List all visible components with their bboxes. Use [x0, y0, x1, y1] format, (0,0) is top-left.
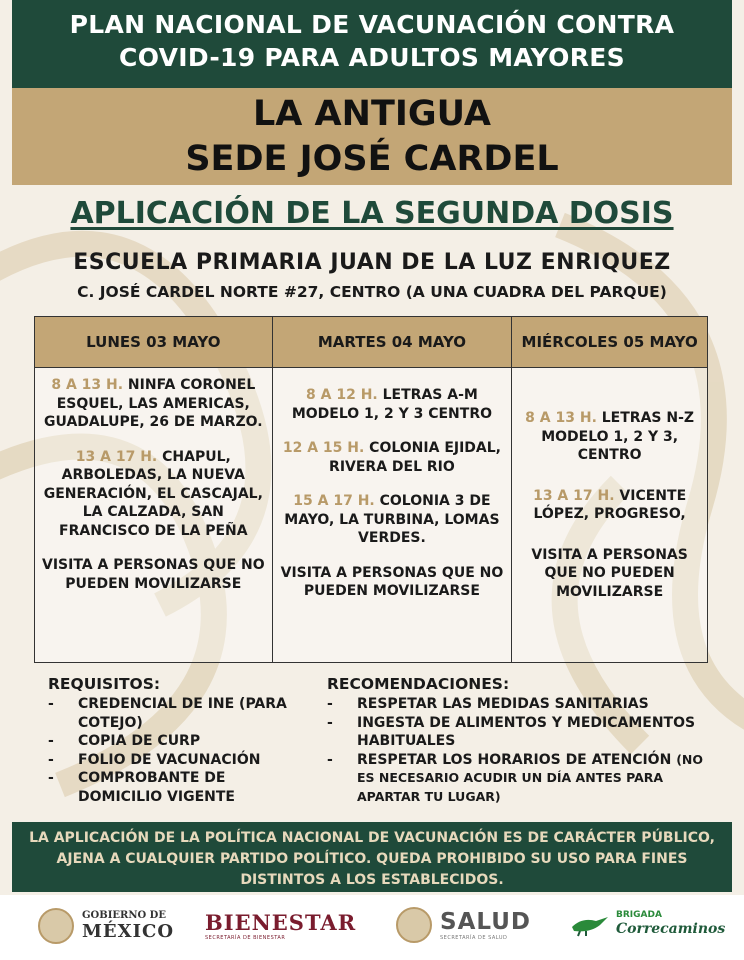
schedule-block — [41, 376, 266, 432]
campaign-title-line1: PLAN NACIONAL DE VACUNACIÓN CONTRA — [69, 10, 675, 39]
list-item — [48, 769, 308, 806]
list-item — [327, 695, 707, 714]
block-text: COLONIA 3 DE MAYO, LA TURBINA, LOMAS VERDES. — [284, 493, 500, 546]
dash-bullet: - — [327, 696, 333, 712]
bienestar-logo — [205, 911, 356, 941]
schedule-block — [41, 556, 266, 593]
dash-bullet: - — [327, 751, 333, 768]
schedule-block — [518, 409, 701, 465]
list-item — [327, 714, 707, 751]
time-range: 8 A 13 H. — [51, 377, 124, 393]
recommendation-text: RESPETAR LAS MEDIDAS SANITARIAS — [357, 696, 649, 712]
location-line1: LA ANTIGUA — [252, 94, 491, 134]
salud-logo — [396, 907, 531, 943]
dash-bullet: - — [48, 733, 54, 749]
venue-address: C. JOSÉ CARDEL NORTE #27, CENTRO (A UNA CUADRA DEL PARQUE) — [77, 283, 667, 301]
legal-disclaimer: LA APLICACIÓN DE LA POLÍTICA NACIONAL DE VACUNACIÓN ES DE CARÁCTER PÚBLICO, AJENA A CUALQUIER PARTIDO POLÍTICO. QUEDA PROHIBIDO SU USO PARA FINES DISTINTOS A LOS ESTABLECIDOS. — [12, 822, 732, 892]
schedule-block — [279, 386, 506, 423]
schedule-block — [279, 439, 506, 476]
requirement-text: CREDENCIAL DE INE (PARA COTEJO) — [78, 696, 287, 731]
brigada-logo — [570, 910, 725, 937]
eagle-seal-icon — [38, 908, 74, 944]
correcaminos-label: Correcaminos — [616, 921, 726, 937]
time-range: 8 A 13 H. — [525, 410, 597, 426]
list-item — [48, 695, 308, 732]
block-text: NINFA CORONEL ESQUEL, LAS AMERICAS, GUADALUPE, 26 DE MARZO. — [44, 377, 263, 430]
gobierno-label: GOBIERNO DE — [82, 910, 166, 921]
schedule-block — [518, 487, 701, 524]
requirements-section — [48, 675, 308, 806]
schedule-table — [34, 316, 708, 663]
gobierno-logo — [38, 908, 174, 944]
list-item — [327, 751, 707, 807]
logo-bar — [0, 895, 744, 960]
list-item — [48, 751, 308, 770]
salud-label: SALUD — [440, 909, 531, 935]
mexico-label: MÉXICO — [82, 921, 175, 942]
campaign-header — [12, 0, 732, 88]
recommendations-section — [327, 675, 707, 806]
recommendation-text: INGESTA DE ALIMENTOS Y MEDICAMENTOS HABITUALES — [357, 714, 696, 749]
requirements-heading: REQUISITOS: — [48, 675, 161, 693]
wednesday-cell — [512, 368, 708, 663]
dash-bullet: - — [48, 696, 54, 712]
block-text: VISITA A PERSONAS QUE NO PUEDEN MOVILIZARSE — [41, 557, 265, 592]
block-text: COLONIA EJIDAL, RIVERA DEL RIO — [329, 440, 501, 475]
recommendation-text: RESPETAR LOS HORARIOS DE ATENCIÓN — [357, 751, 672, 768]
time-range: 13 A 17 H. — [75, 448, 158, 465]
eagle-seal-icon — [396, 907, 432, 943]
campaign-title-line2: COVID-19 PARA ADULTOS MAYORES — [119, 43, 625, 72]
dash-bullet: - — [327, 714, 333, 731]
day-header-tuesday: MARTES 04 MAYO — [272, 317, 512, 368]
block-text: LETRAS A-M MODELO 1, 2 Y 3 CENTRO — [291, 387, 493, 422]
bienestar-sublabel: SECRETARÍA DE BIENESTAR — [205, 935, 286, 941]
recommendation-note: (NO ES NECESARIO ACUDIR UN DÍA ANTES PARA APARTAR TU LUGAR) — [357, 751, 703, 804]
venue-name: ESCUELA PRIMARIA JUAN DE LA LUZ ENRIQUEZ — [73, 250, 671, 275]
list-item — [48, 732, 308, 751]
brigada-label: BRIGADA — [616, 910, 662, 920]
time-range: 12 A 15 H. — [282, 440, 365, 456]
location-banner — [12, 88, 732, 185]
requirement-text: COPIA DE CURP — [78, 733, 201, 749]
monday-cell — [35, 368, 273, 663]
requirement-text: FOLIO DE VACUNACIÓN — [78, 751, 261, 768]
roadrunner-icon — [570, 911, 610, 937]
schedule-block — [279, 564, 506, 601]
time-range: 8 A 12 H. — [306, 387, 378, 403]
block-text: VISITA A PERSONAS QUE NO PUEDEN MOVILIZARSE — [531, 546, 688, 600]
schedule-block — [279, 492, 506, 548]
tuesday-cell — [272, 368, 512, 663]
block-text: VISITA A PERSONAS QUE NO PUEDEN MOVILIZARSE — [280, 564, 504, 599]
time-range: 13 A 17 H. — [533, 487, 615, 504]
block-text: CHAPUL, ARBOLEDAS, LA NUEVA GENERACIÓN, EL CASCAJAL, LA CALZADA, SAN FRANCISCO DE LA PEÑA — [43, 448, 263, 539]
day-header-wednesday: MIÉRCOLES 05 MAYO — [512, 317, 708, 368]
day-header-monday: LUNES 03 MAYO — [35, 317, 273, 368]
schedule-block — [41, 448, 266, 541]
salud-sublabel: SECRETARÍA DE SALUD — [440, 935, 508, 941]
recommendations-heading: RECOMENDACIONES: — [327, 675, 510, 693]
requirement-text: COMPROBANTE DE DOMICILIO VIGENTE — [78, 770, 235, 805]
time-range: 15 A 17 H. — [293, 493, 375, 509]
block-text: LETRAS N-Z MODELO 1, 2 Y 3, CENTRO — [541, 410, 695, 463]
block-text: VICENTE LÓPEZ, PROGRESO, — [533, 487, 687, 522]
location-line2: SEDE JOSÉ CARDEL — [185, 139, 559, 179]
dash-bullet: - — [48, 770, 54, 786]
bienestar-label: BIENESTAR — [205, 910, 357, 935]
schedule-block — [518, 546, 701, 602]
dose-title: APLICACIÓN DE LA SEGUNDA DOSIS — [70, 196, 674, 231]
dash-bullet: - — [48, 751, 54, 768]
